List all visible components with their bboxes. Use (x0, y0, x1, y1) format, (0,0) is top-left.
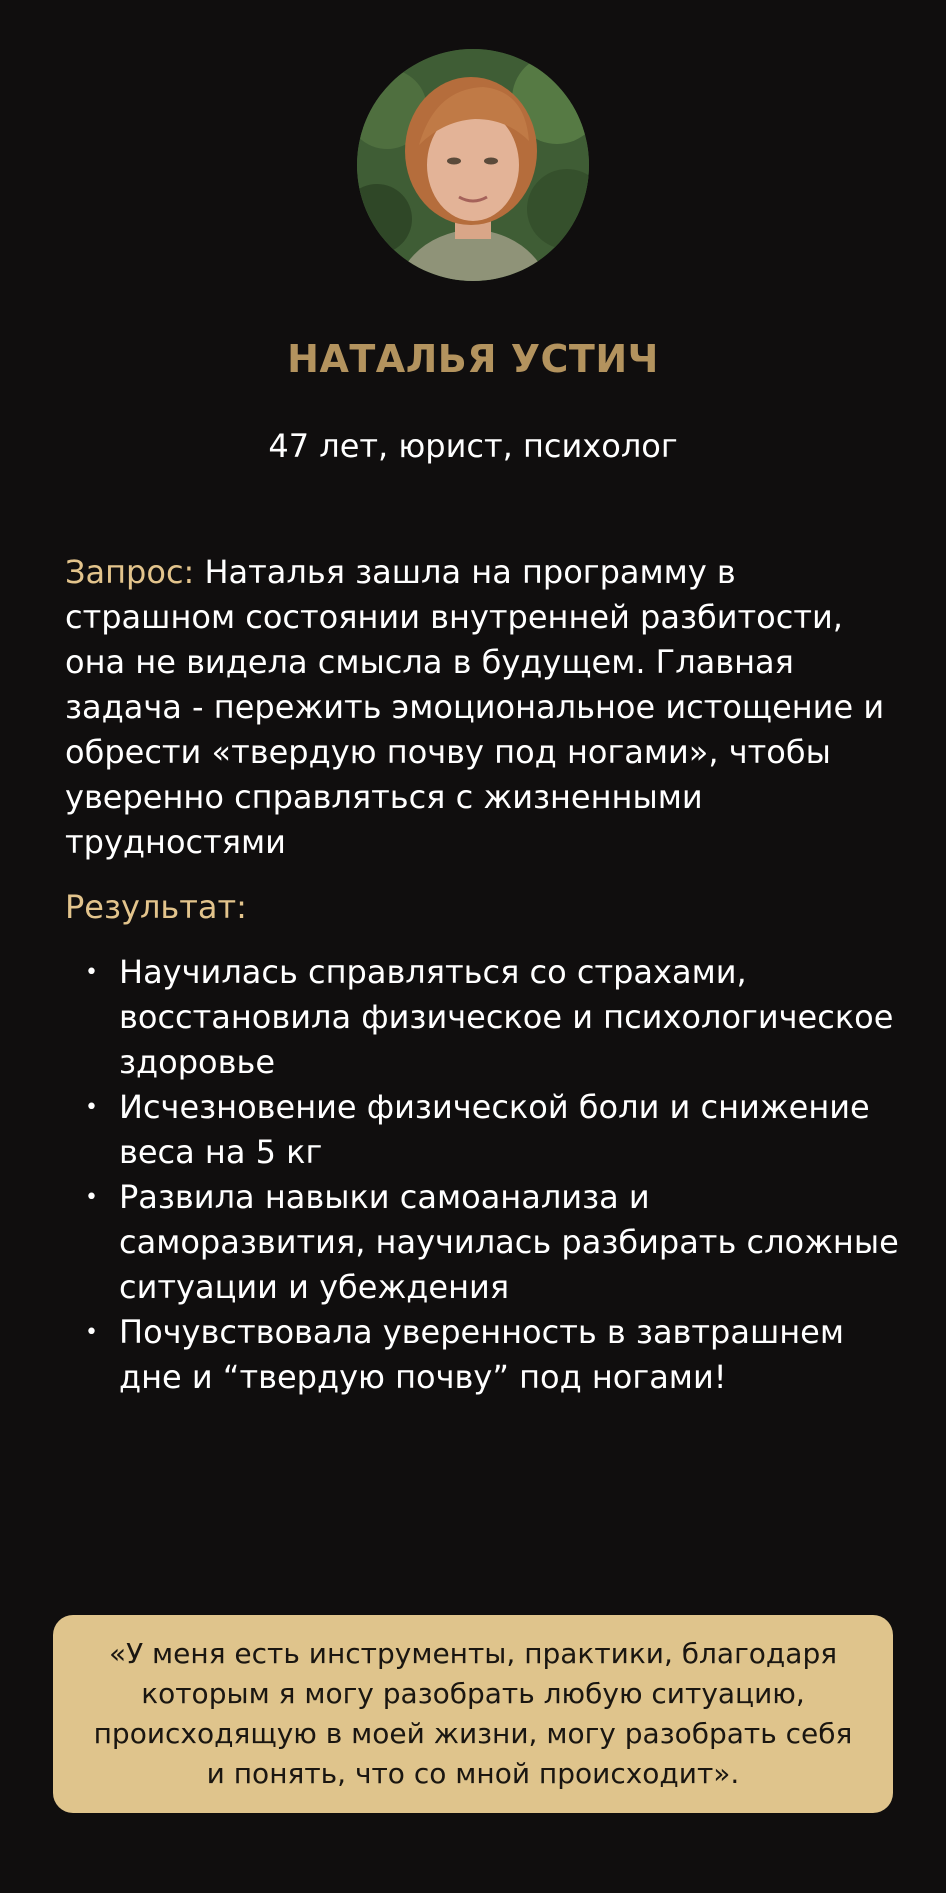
result-item: • Почувствовала уверенность в завтрашнем дне и “твердую почву” под ногами! (85, 1310, 905, 1400)
portrait-image (357, 49, 589, 281)
result-item: • Развила навыки самоанализа и саморазвития, научилась разбирать сложные ситуации и убеждения (85, 1175, 905, 1310)
result-list (85, 950, 905, 1400)
result-item: • Исчезновение физической боли и снижение веса на 5 кг (85, 1085, 905, 1175)
quote-box (53, 1615, 893, 1813)
quote-text: «У меня есть инструменты, практики, благодаря которым я могу разобрать любую ситуацию, происходящую в моей жизни, могу разобрать себя и понять, что со мной происходит». (93, 1637, 853, 1790)
request-paragraph (65, 550, 895, 865)
result-item: • Научилась справляться со страхами, восстановила физическое и психологическое здоровье (85, 950, 905, 1085)
request-text: Наталья зашла на программу в страшном состоянии внутренней разбитости, она не видела смысла в будущем. Главная задача - пережить эмоциональное истощение и обрести «твердую почву под ногами», чтобы уверенно справляться с жизненными трудностями (65, 553, 885, 861)
request-label: Запрос: (65, 553, 195, 591)
person-name: НАТАЛЬЯ УСТИЧ (287, 337, 659, 381)
avatar-photo (357, 49, 589, 281)
person-subtitle: 47 лет, юрист, психолог (268, 427, 678, 465)
result-label: Результат: (65, 888, 247, 926)
